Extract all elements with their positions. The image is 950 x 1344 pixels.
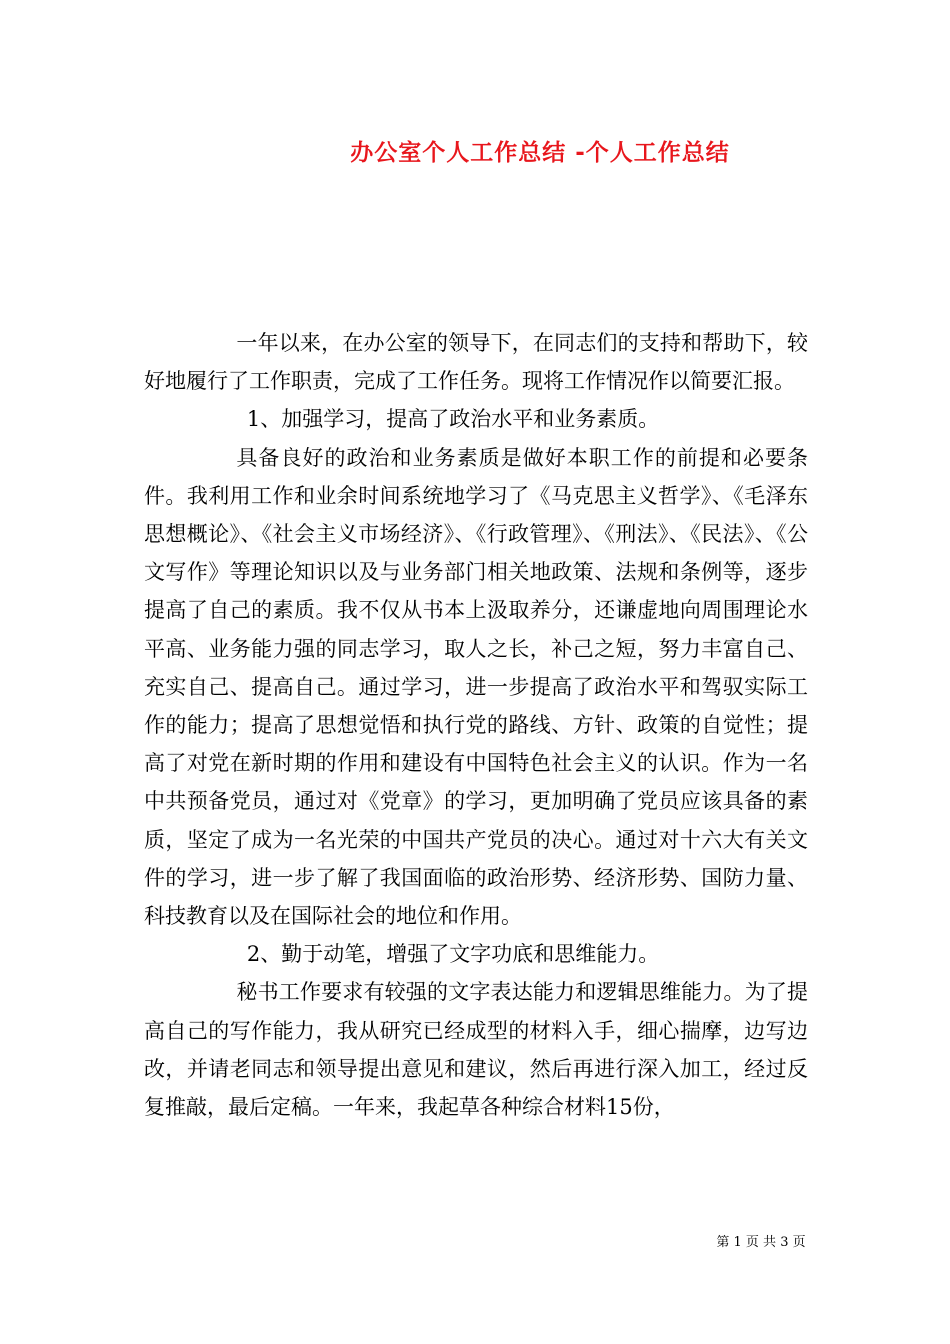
document-title: 办公室个人工作总结 -个人工作总结 — [350, 140, 730, 166]
page-number-footer: 第 1 页 共 3 页 — [716, 1235, 806, 1250]
section-heading-2: 2、勤于动笔，增强了文字功底和思维能力。 — [246, 942, 660, 967]
intro-paragraph: 一年以来，在办公室的领导下，在同志们的支持和帮助下，较好地履行了工作职责，完成了工作任务。现将工作情况作以简要汇报。 — [144, 331, 808, 394]
section-heading-1: 1、加强学习，提高了政治水平和业务素质。 — [246, 407, 660, 432]
section-1-paragraph: 具备良好的政治和业务素质是做好本职工作的前提和必要条件。我利用工作和业余时间系统地学习了《马克思主义哲学》、《毛泽东思想概论》、《社会主义市场经济》、《行政管理》、《刑法》、《民法》、《公文写作》等理论知识以及与业务部门相关地政策、法规和条例等，逐步提高了自己的素质。我不仅从书本上汲取养分，还谦虚地向周围理论水平高、业务能力强的同志学习，取人之长，补己之短，努力丰富自己、充实自己、提高自己。通过学习，进一步提高了政治水平和驾驭实际工作的能力；提高了思想觉悟和执行党的路线、方针、政策的自觉性；提高了对党在新时期的作用和建设有中国特色社会主义的认识。作为一名中共预备党员，通过对《党章》的学习，更加明确了党员应该具备的素质，坚定了成为一名光荣的中国共产党员的决心。通过对十六大有关文件的学习，进一步了解了我国面临的政治形势、经济形势、国防力量、科技教育以及在国际社会的地位和作用。 — [144, 445, 808, 929]
document-body — [144, 324, 808, 1126]
section-2-paragraph: 秘书工作要求有较强的文字表达能力和逻辑思维能力。为了提高自己的写作能力，我从研究已经成型的材料入手，细心揣摩，边写边改，并请老同志和领导提出意见和建议，然后再进行深入加工，经过反复推敲，最后定稿。一年来，我起草各种综合材料15份， — [144, 980, 808, 1120]
